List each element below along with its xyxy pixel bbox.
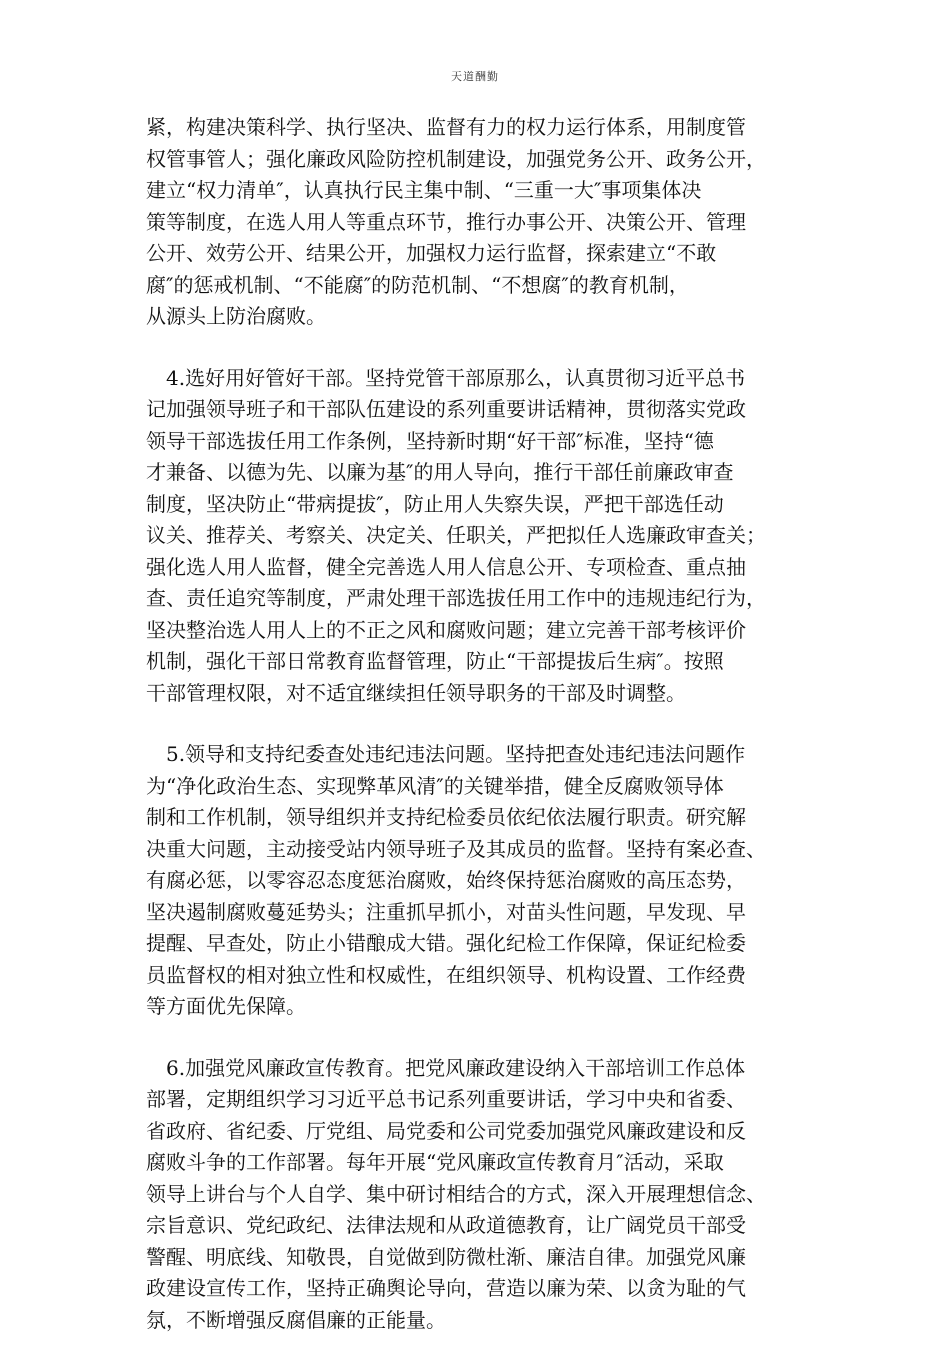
text-line: 宗旨意识、党纪政纪、法律法规和从政道德教育，让广阔党员干部受 [146,1213,746,1237]
text-line: 警醒、明底线、知敬畏，自觉做到防微杜渐、廉洁自律。加强党风廉 [146,1244,746,1269]
text-line: 提醒、早查处，防止小错酿成大错。强化纪检工作保障，保证纪检委 [146,931,746,955]
text-line: 政建设宣传工作，坚持正确舆论导向，营造以廉为荣、以贪为耻的气 [146,1276,746,1300]
text-line: 部署，定期组织学习习近平总书记系列重要讲话，学习中央和省委、 [146,1087,746,1111]
text-line: 策等制度，在选人用人等重点环节，推行办事公开、决策公开、管理 [146,209,746,234]
paragraph-item-6 [146,1053,806,1337]
paragraph-item-4 [146,363,806,710]
text-line: 从源头上防治腐败。 [146,304,326,328]
text-line: 领导上讲台与个人自学、集中研讨相结合的方式，深入开展理想信念、 [146,1181,766,1206]
text-line: 坚决遏制腐败蔓延势头；注重抓早抓小，对苗头性问题，早发现、早 [146,899,746,924]
text-line: 4.选好用好管好干部。坚持党管干部原那么，认真贯彻习近平总书 [166,365,746,390]
text-line: 6.加强党风廉政宣传教育。把党风廉政建设纳入干部培训工作总体 [166,1055,746,1080]
text-line: 强化选人用人监督，健全完善选人用人信息公开、专项检查、重点抽 [146,554,746,579]
text-line: 制和工作机制，领导组织并支持纪检委员依纪依法履行职责。研究解 [146,805,746,829]
text-line: 有腐必惩，以零容忍态度惩治腐败，始终保持惩治腐败的高压态势， [146,868,746,892]
text-line: 决重大问题，主动接受站内领导班子及其成员的监督。坚持有案必查、 [146,836,766,861]
text-line: 坚决整治选人用人上的不正之风和腐败问题；建立完善干部考核评价 [146,617,746,642]
page-header: 天道酬勤 [451,70,499,83]
text-line: 记加强领导班子和干部队伍建设的系列重要讲话精神，贯彻落实党政 [146,397,746,421]
text-line: 腐败斗争的工作部署。每年开展“党风廉政宣传教育月″活动，采取 [146,1150,724,1174]
paragraph-item-5 [146,739,806,1023]
text-line: 公开、效劳公开、结果公开，加强权力运行监督，探索建立“不敢 [146,241,717,265]
text-line: 氛，不断增强反腐倡廉的正能量。 [146,1307,446,1332]
text-line: 建立“权力清单″，认真执行民主集中制、“三重一大″事项集体决 [146,178,702,202]
text-line: 制度，坚决防止“带病提拔″，防止用人失察失误，严把干部选任动 [146,491,724,516]
text-line: 省政府、省纪委、厅党组、局党委和公司党委加强党风廉政建设和反 [146,1118,746,1143]
text-line: 干部管理权限，对不适宜继续担任领导职务的干部及时调整。 [146,680,686,705]
document-body [146,112,806,1366]
text-line: 5.领导和支持纪委查处违纪违法问题。坚持把查处违纪违法问题作 [166,742,746,766]
text-line: 机制，强化干部日常教育监督管理，防止“干部提拔后生病″。按照 [146,649,724,673]
text-line: 紧，构建决策科学、执行坚决、监督有力的权力运行体系，用制度管 [146,115,746,139]
text-line: 权管事管人；强化廉政风险防控机制建设，加强党务公开、政务公开， [146,146,766,171]
text-line: 员监督权的相对独立性和权威性，在组织领导、机构设置、工作经费 [146,962,746,987]
text-line: 等方面优先保障。 [146,994,306,1018]
text-line: 腐″的惩戒机制、“不能腐″的防范机制、“不想腐″的教育机制， [146,272,689,297]
text-line: 才兼备、以德为先、以廉为基″的用人导向，推行干部任前廉政审查 [146,460,734,484]
text-line: 领导干部选拔任用工作条例，坚持新时期“好干部″标准，坚持“德 [146,428,714,453]
paragraph-continuation [146,112,806,333]
text-line: 查、责任追究等制度，严肃处理干部选拔任用工作中的违规违纪行为， [146,586,766,610]
text-line: 议关、推荐关、考察关、决定关、任职关，严把拟任人选廉政审查关； [146,523,766,547]
text-line: 为“净化政治生态、实现弊革风清″的关键举措，健全反腐败领导体 [146,773,724,798]
